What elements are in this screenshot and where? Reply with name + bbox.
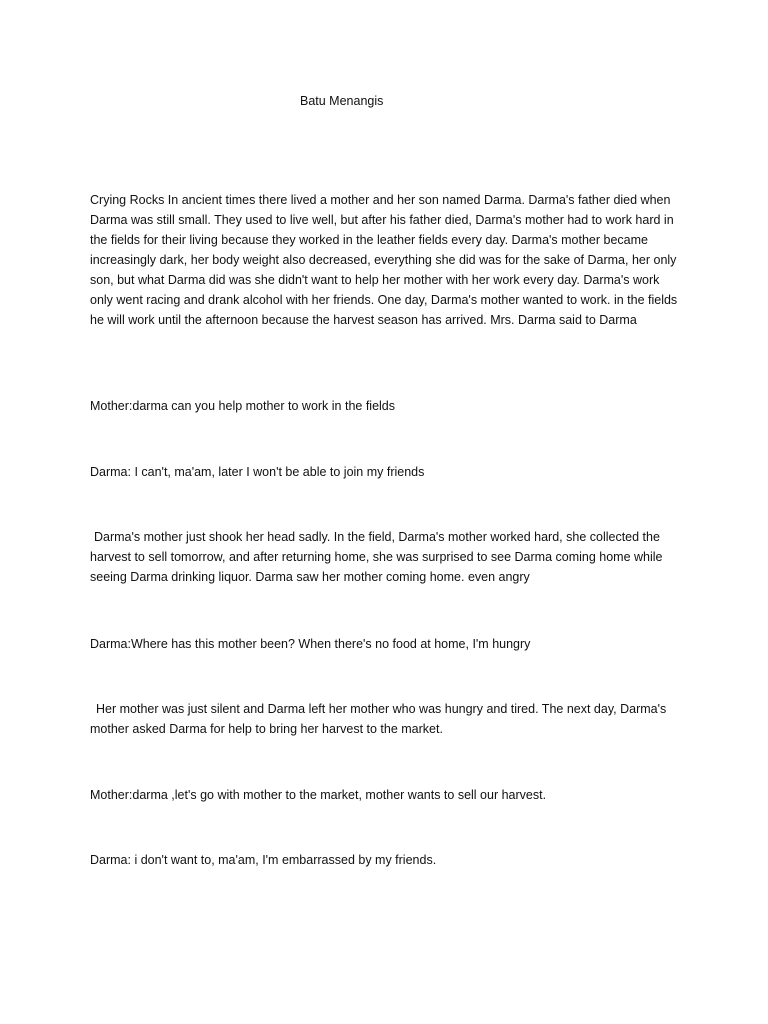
paragraph-field: Darma's mother just shook her head sadly. In the field, Darma's mother worked hard, she collected the harvest to sell tomorrow, and after returning home, she was surprised to see Darma coming home while seeing Darma drinking liquor. Darma saw her mother coming home. even angry (90, 530, 663, 584)
dialogue-darma-2: Darma:Where has this mother been? When there's no food at home, I'm hungry (90, 637, 531, 651)
dialogue-darma-3: Darma: i don't want to, ma'am, I'm embarrassed by my friends. (90, 853, 437, 867)
dialogue-mother-2: Mother:darma ,let's go with mother to the market, mother wants to sell our harvest. (90, 788, 547, 802)
dialogue-darma-1: Darma: I can't, ma'am, later I won't be able to join my friends (90, 465, 425, 479)
paragraph-intro: Crying Rocks In ancient times there lived a mother and her son named Darma. Darma's father died when Darma was still small. They used to live well, but after his father died, Darma's mother had to work hard in the fields for their living because they worked in the leather fields every day. Darma's mother became increasingly dark, her body weight also decreased, everything she did was for the sake of Darma, her only son, but what Darma did was she didn't want to help her mother with her work every day. Darma's work only went racing and drank alcohol with her friends. One day, Darma's mother wanted to work. in the fields he will work until the afternoon because the harvest season has arrived. Mrs. Darma said to Darma (90, 193, 678, 327)
dialogue-mother-1: Mother:darma can you help mother to work in the fields (90, 399, 396, 413)
paragraph-next-day: Her mother was just silent and Darma left her mother who was hungry and tired. The next day, Darma's mother asked Darma for help to bring her harvest to the market. (90, 702, 667, 736)
document-title: Batu Menangis (300, 94, 384, 108)
